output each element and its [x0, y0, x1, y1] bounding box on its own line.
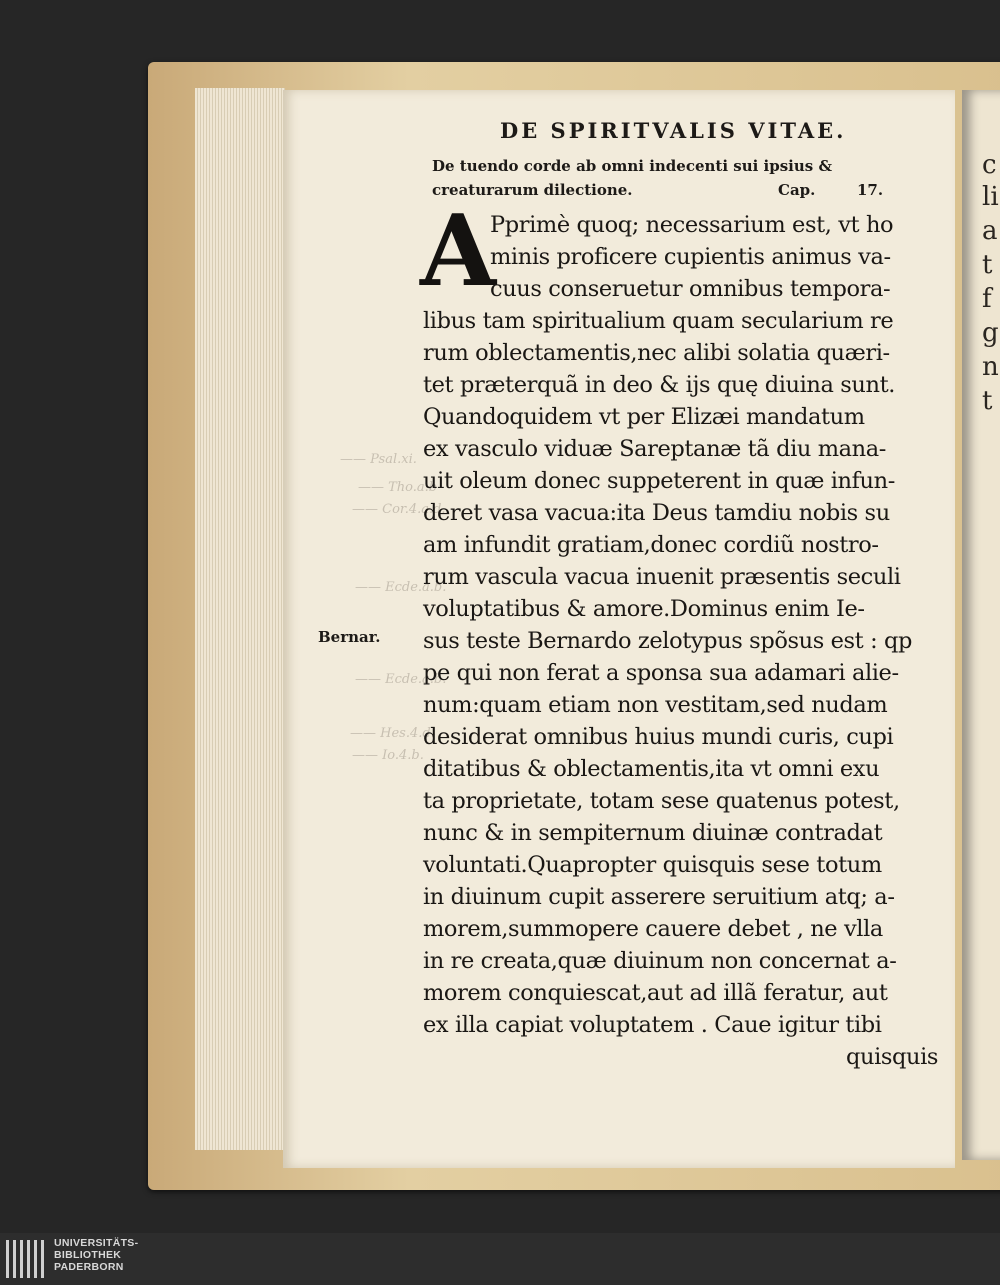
show-through-text: —— Ecde.a.b.: [355, 672, 447, 687]
facing-page-glyph: li: [982, 182, 999, 212]
text-line: ex illa capiat voluptatem . Caue igitur tibi: [423, 1012, 882, 1038]
library-name: [54, 1237, 138, 1273]
text-line: am infundit gratiam,donec cordiũ nostro-: [423, 532, 879, 558]
show-through-text: —— Psal.xi.: [340, 452, 417, 467]
text-line: tet præterquã in deo & ijs quę diuina sunt.: [423, 372, 895, 398]
facing-page: [962, 90, 1000, 1160]
text-line: in diuinum cupit asserere seruitium atq; a-: [423, 884, 895, 910]
show-through-text: —— Io.4.b.: [352, 748, 424, 763]
facing-page-glyph: n: [982, 352, 999, 382]
text-line: deret vasa vacua:ita Deus tamdiu nobis su: [423, 500, 890, 526]
text-line: morem conquiescat,aut ad illã feratur, aut: [423, 980, 888, 1006]
text-line: pe qui non ferat a sponsa sua adamari alie-: [423, 660, 899, 686]
text-line: sus teste Bernardo zelotypus spõsus est : qp: [423, 628, 913, 654]
show-through-text: —— Ecde.a.b.: [355, 580, 447, 595]
text-line: ta proprietate, totam sese quatenus potest,: [423, 788, 900, 814]
drop-capital: A: [420, 194, 497, 309]
text-line: rum vascula vacua inuenit præsentis seculi: [423, 564, 901, 590]
library-name-line1: UNIVERSITÄTS-: [54, 1237, 139, 1249]
text-line: ex vasculo viduæ Sareptanæ tã diu mana-: [423, 436, 886, 462]
text-line: voluntati.Quapropter quisquis sese totum: [423, 852, 882, 878]
facing-page-glyph: a: [982, 216, 998, 246]
text-line: libus tam spiritualium quam secularium re: [423, 308, 894, 334]
library-footer: [0, 1233, 1000, 1285]
text-line: Quandoquidem vt per Elizæi mandatum: [423, 404, 865, 430]
catchword: quisquis: [846, 1044, 939, 1070]
page-edges: [195, 88, 285, 1150]
chapter-heading-line2: creaturarum dilectione.: [432, 181, 633, 199]
text-line: voluptatibus & amore.Dominus enim Ie-: [423, 596, 865, 622]
text-line: in re creata,quæ diuinum non concernat a-: [423, 948, 897, 974]
facing-page-glyph: c: [982, 150, 997, 180]
running-title: DE SPIRITVALIS VITAE.: [500, 118, 847, 143]
library-name-line3: PADERBORN: [54, 1261, 124, 1273]
chapter-label: Cap.: [778, 181, 816, 199]
show-through-text: —— Hes.4.d.: [350, 726, 435, 741]
chapter-number: 17.: [857, 181, 884, 199]
chapter-heading-line1: De tuendo corde ab omni indecenti sui ipsius &: [432, 157, 832, 175]
facing-page-glyph: t: [982, 250, 993, 280]
show-through-text: —— Tho.a.b: [358, 480, 438, 495]
text-line: uit oleum donec suppeterent in quæ infun-: [423, 468, 895, 494]
text-line: morem,summopere cauere debet , ne vlla: [423, 916, 883, 942]
text-line: ditatibus & oblectamentis,ita vt omni exu: [423, 756, 880, 782]
library-name-line2: BIBLIOTHEK: [54, 1249, 122, 1261]
show-through-text: —— Cor.4.a.d.: [352, 502, 446, 517]
library-logo-icon: [4, 1236, 48, 1282]
text-line: minis proficere cupientis animus va-: [490, 244, 891, 270]
text-line: num:quam etiam non vestitam,sed nudam: [423, 692, 888, 718]
text-line: rum oblectamentis,nec alibi solatia quæri-: [423, 340, 890, 366]
text-line: desiderat omnibus huius mundi curis, cupi: [423, 724, 894, 750]
marginal-note: Bernar.: [318, 628, 381, 646]
text-line: Pprimè quoq; necessarium est, vt ho: [490, 212, 894, 238]
facing-page-glyph: f: [982, 284, 992, 314]
text-line: cuus conseruetur omnibus tempora-: [490, 276, 891, 302]
facing-page-glyph: g: [982, 318, 999, 348]
text-line: nunc & in sempiternum diuinæ contradat: [423, 820, 883, 846]
facing-page-glyph: t: [982, 386, 993, 416]
